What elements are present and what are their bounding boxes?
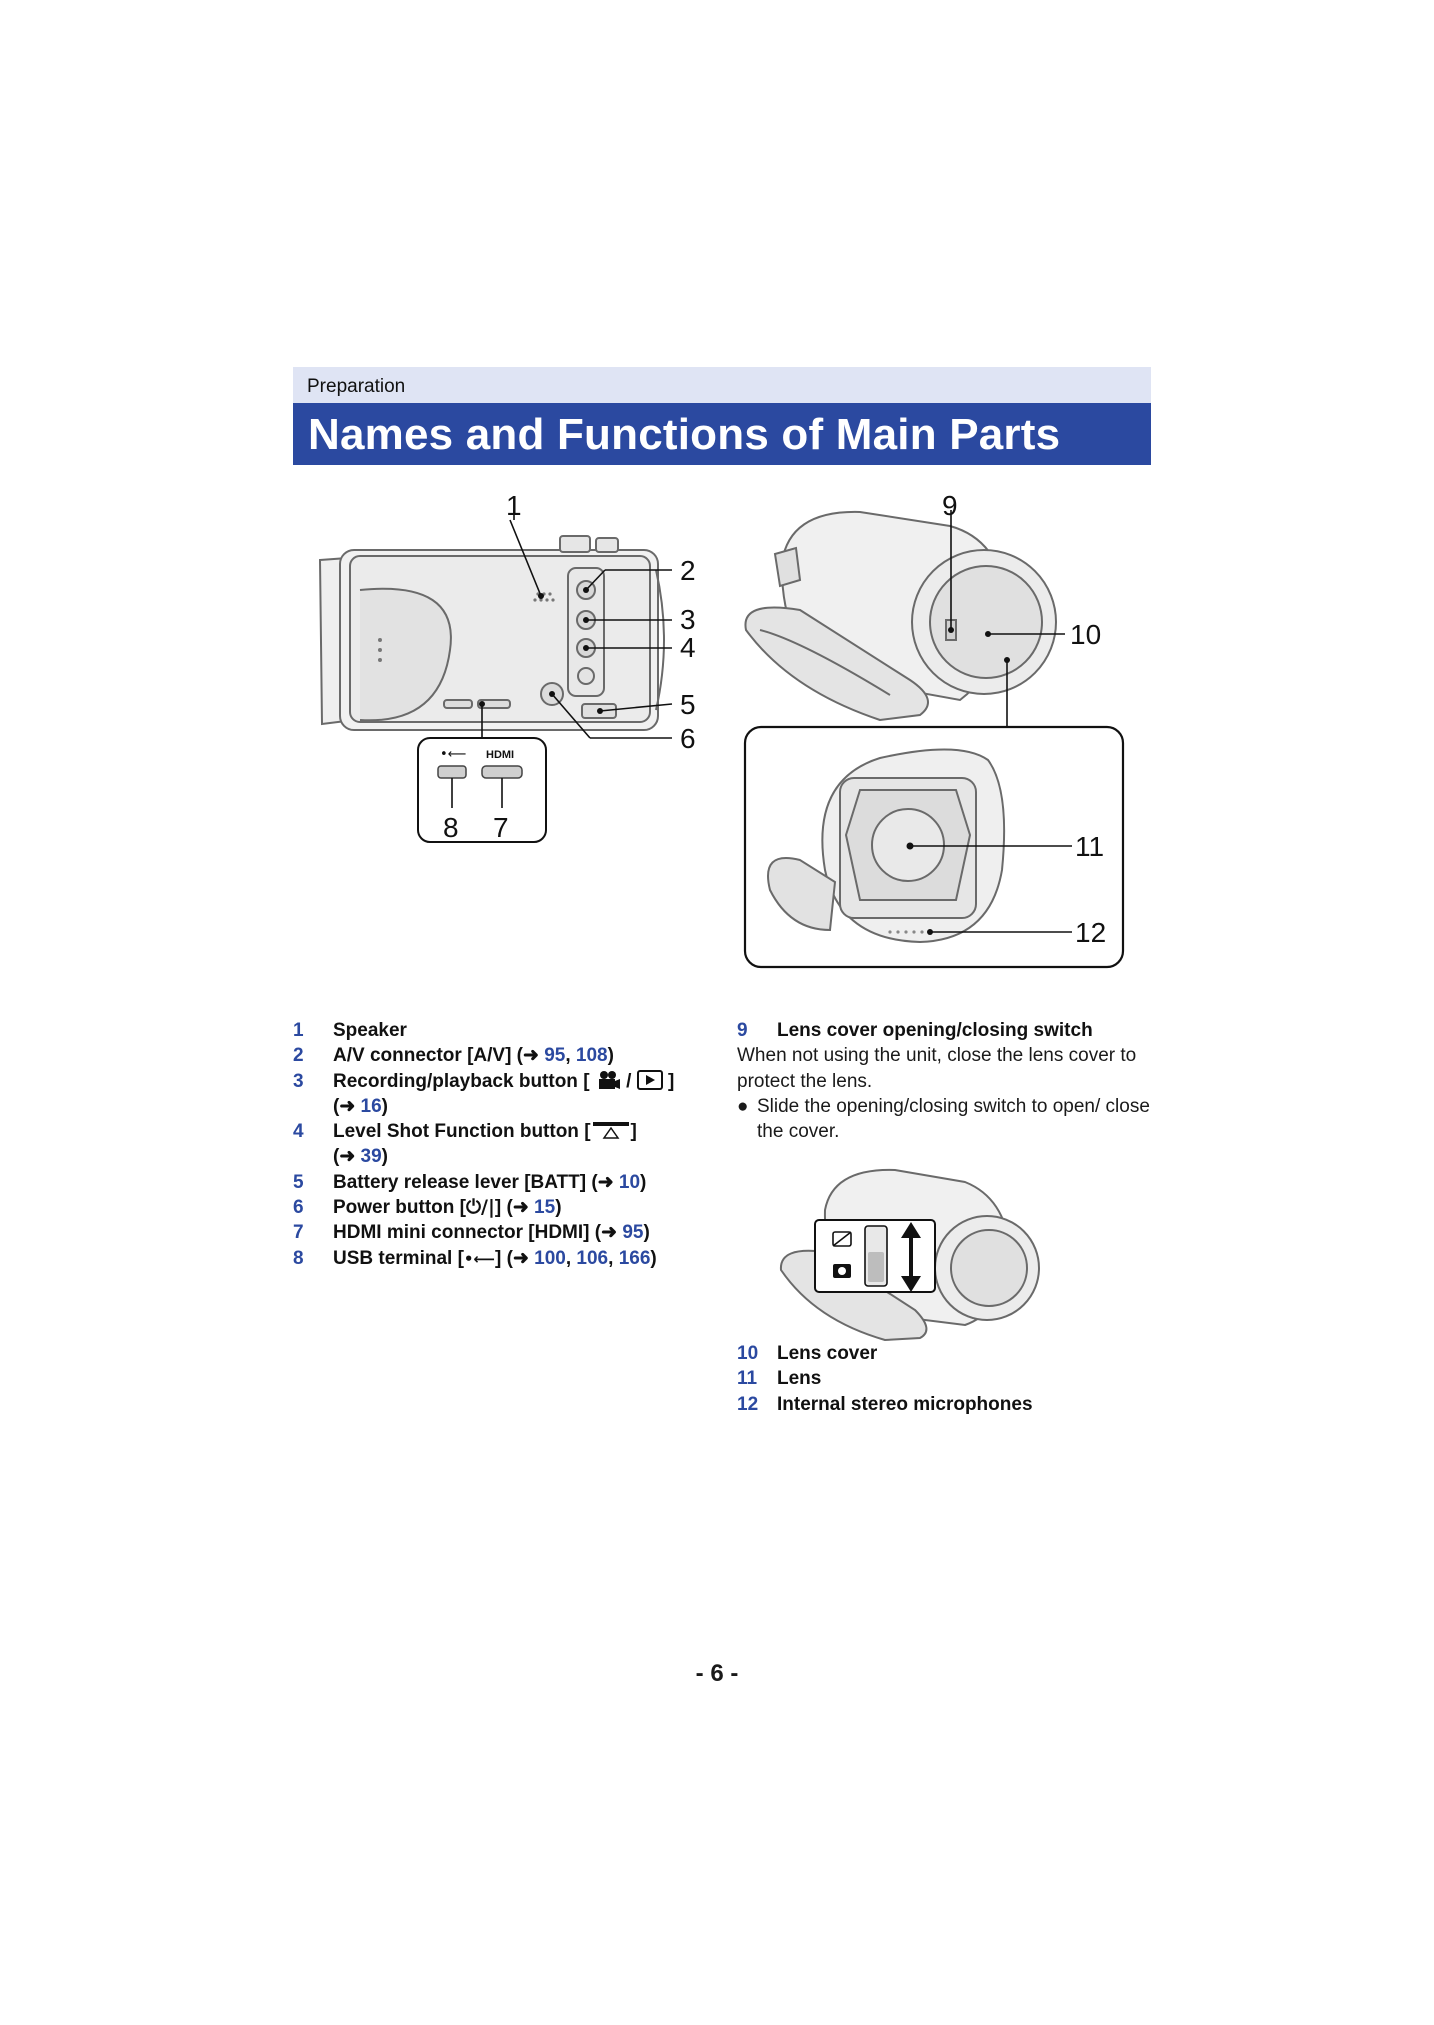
list-item-continuation: (➜ 39) xyxy=(333,1146,388,1168)
usb-icon: •⟵ xyxy=(463,1249,496,1268)
page-link[interactable]: 108 xyxy=(575,1045,608,1067)
list-item: 8 USB terminal [•⟵] (➜ 100, 106, 166) xyxy=(293,1247,657,1269)
list-item: 2 A/V connector [A/V] (➜ 95, 108) xyxy=(293,1045,614,1067)
page-link[interactable]: 100 xyxy=(534,1247,566,1269)
page-link[interactable]: 10 xyxy=(618,1171,641,1193)
callout-4: 4 xyxy=(680,632,696,663)
page-link[interactable]: 166 xyxy=(618,1247,651,1269)
list-item-continuation: (➜ 16) xyxy=(333,1095,388,1117)
bullet-icon: ● xyxy=(737,1095,749,1117)
callout-8: 8 xyxy=(443,812,459,843)
callout-12: 12 xyxy=(1075,917,1107,948)
list-item: 7 HDMI mini connector [HDMI] (➜ 95) xyxy=(293,1222,650,1244)
callout-6: 6 xyxy=(680,723,696,754)
list-item: 9 Lens cover opening/closing switch xyxy=(737,1020,1093,1041)
playback-icon xyxy=(637,1070,663,1090)
callout-11: 11 xyxy=(1075,831,1105,862)
callout-10: 10 xyxy=(1070,619,1102,650)
list-item: 11 Lens xyxy=(737,1368,822,1390)
parts-list-right-top xyxy=(737,1018,1152,1144)
callout-3: 3 xyxy=(680,604,696,635)
level-shot-icon xyxy=(591,1120,631,1140)
list-item: 5 Battery release lever [BATT] (➜ 10) xyxy=(293,1171,647,1193)
item-description: When not using the unit, close the lens cover to protect the lens. xyxy=(737,1045,1137,1092)
page-link[interactable]: 16 xyxy=(360,1095,382,1117)
usb-port-label: •⟵ xyxy=(440,747,467,762)
page-link[interactable]: 95 xyxy=(622,1222,644,1244)
section-header xyxy=(293,367,1151,403)
callout-5: 5 xyxy=(680,689,696,720)
page-link[interactable]: 106 xyxy=(576,1247,609,1269)
callout-2: 2 xyxy=(680,555,696,586)
list-item: 4 Level Shot Function button [ ] xyxy=(293,1121,637,1143)
title-banner xyxy=(293,403,1151,465)
movie-camera-icon xyxy=(595,1070,621,1090)
list-item: 6 Power button [⏻/|] (➜ 15) xyxy=(293,1196,562,1219)
page-link[interactable]: 15 xyxy=(534,1197,556,1219)
camcorder-front-figure xyxy=(730,490,1145,980)
list-item: 12 Internal stereo microphones xyxy=(737,1393,1033,1415)
parts-list-left xyxy=(293,1018,693,1272)
lens-cover-switch-figure xyxy=(775,1160,1055,1350)
list-item: 3 Recording/playback button [ / ] xyxy=(293,1070,675,1092)
callout-7: 7 xyxy=(493,812,509,843)
callout-1: 1 xyxy=(506,490,522,521)
page-link[interactable]: 39 xyxy=(360,1146,382,1168)
page-number: - 6 - xyxy=(695,1660,739,1687)
hdmi-port-label: HDMI xyxy=(486,749,515,761)
power-icon: ⏻/| xyxy=(465,1196,495,1219)
page-title: Names and Functions of Main Parts xyxy=(308,410,1061,459)
parts-list-right-bottom xyxy=(737,1341,1152,1417)
section-label: Preparation xyxy=(307,376,406,397)
list-item: 1 Speaker xyxy=(293,1020,407,1041)
bullet-note: ● Slide the opening/closing switch to open/ close the cover. xyxy=(737,1094,1152,1145)
callout-9: 9 xyxy=(942,490,958,521)
camcorder-rear-figure xyxy=(300,490,720,850)
page-link[interactable]: 95 xyxy=(544,1045,566,1067)
list-item: 10 Lens cover xyxy=(737,1343,878,1364)
